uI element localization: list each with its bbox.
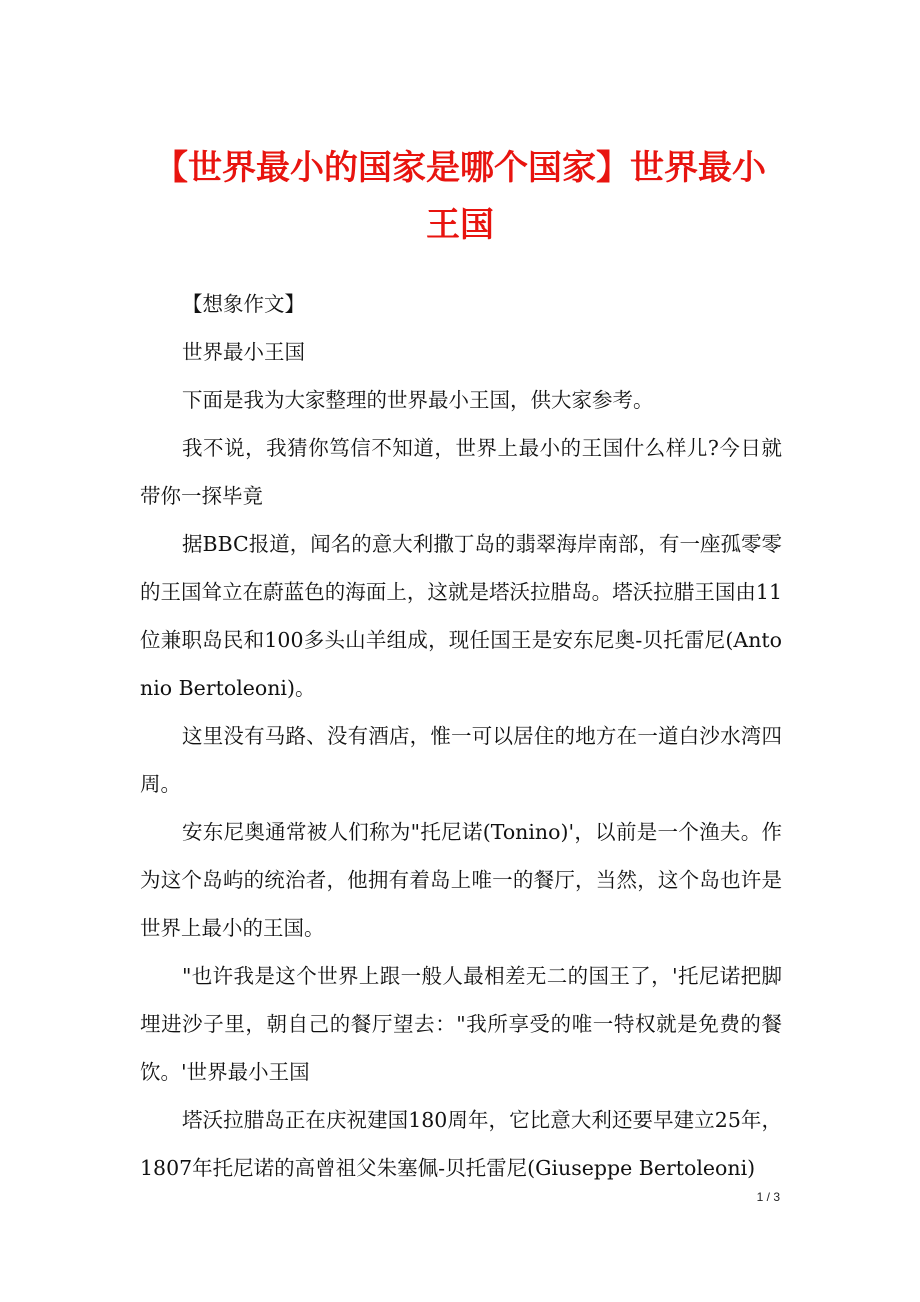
category-tag: 【想象作文】	[182, 292, 305, 316]
document-title: 【世界最小的国家是哪个国家】世界最小王国	[154, 148, 766, 245]
paragraph: 安东尼奥通常被人们称为"托尼诺(Tonino)'，以前是一个渔夫。作为这个岛屿的统治者，他拥有着岛上唯一的餐厅，当然，这个岛也许是世界上最小的王国。	[140, 820, 782, 940]
paragraph: 这里没有马路、没有酒店，惟一可以居住的地方在一道白沙水湾四周。	[140, 724, 782, 796]
paragraph: 下面是我为大家整理的世界最小王国，供大家参考。	[182, 388, 654, 412]
page-number: 1 / 3	[756, 1190, 780, 1204]
paragraph: 据BBC报道，闻名的意大利撒丁岛的翡翠海岸南部，有一座孤零零的王国耸立在蔚蓝色的海面上，这就是塔沃拉腊岛。塔沃拉腊王国由11位兼职岛民和100多头山羊组成，现任国王是安东尼奥-贝托雷尼(Antonio Bertoleoni)。	[140, 532, 782, 700]
paragraph: "也许我是这个世界上跟一般人最相差无二的国王了，'托尼诺把脚埋进沙子里，朝自己的餐厅望去："我所享受的唯一特权就是免费的餐饮。'世界最小王国	[140, 964, 782, 1084]
paragraph: 我不说，我猜你笃信不知道，世界上最小的王国什么样儿?今日就带你一探毕竟	[140, 436, 782, 508]
document-body	[140, 280, 782, 1192]
paragraph: 世界最小王国	[182, 340, 305, 364]
paragraph: 塔沃拉腊岛正在庆祝建国180周年，它比意大利还要早建立25年，1807年托尼诺的高曾祖父朱塞佩-贝托雷尼(Giuseppe Bertoleoni)	[140, 1108, 782, 1180]
